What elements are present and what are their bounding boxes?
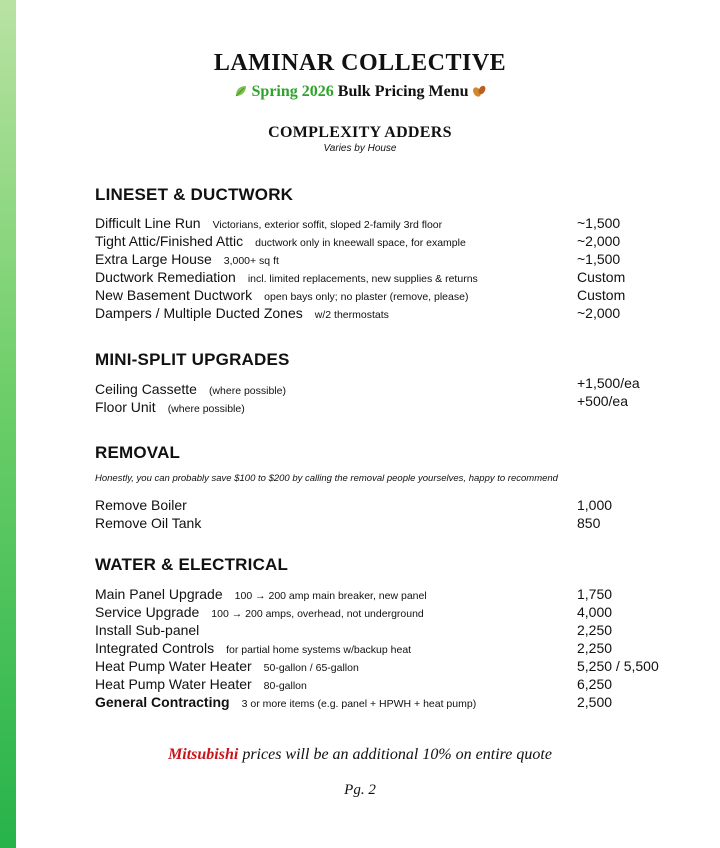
item-price: +1,500/ea xyxy=(577,375,640,391)
price-row xyxy=(95,639,685,657)
section-heading: REMOVAL xyxy=(95,443,181,462)
water-electrical-section xyxy=(95,555,685,711)
item-label: Tight Attic/Finished Attic xyxy=(95,233,244,249)
item-price: Custom xyxy=(577,287,626,303)
page-header xyxy=(0,50,720,101)
price-row xyxy=(95,496,685,514)
item-price: 4,000 xyxy=(577,604,613,620)
item-note: for partial home systems w/backup heat xyxy=(226,644,412,656)
item-price: ~2,000 xyxy=(577,233,621,249)
section-heading: LINESET & DUCTWORK xyxy=(95,185,294,204)
price-row xyxy=(95,585,685,603)
item-label: General Contracting xyxy=(95,694,230,710)
item-price: ~1,500 xyxy=(577,251,621,267)
footer-note xyxy=(0,746,720,764)
price-row xyxy=(95,393,685,416)
complexity-subtitle: Varies by House xyxy=(323,143,397,154)
price-row xyxy=(95,232,685,250)
item-price: ~1,500 xyxy=(577,215,621,231)
item-label: Heat Pump Water Heater xyxy=(95,676,252,692)
item-label: Heat Pump Water Heater xyxy=(95,658,252,674)
price-row xyxy=(95,214,685,232)
removal-note: Honestly, you can probably save $100 to $200 by calling the removal people yourselves, happy to recommend xyxy=(95,473,558,484)
price-row xyxy=(95,514,685,532)
autumn-leaf-icon xyxy=(472,84,486,98)
item-note: 3,000+ sq ft xyxy=(223,255,279,267)
item-price: Custom xyxy=(577,269,626,285)
item-label: Ceiling Cassette xyxy=(95,381,197,397)
item-label: Dampers / Multiple Ducted Zones xyxy=(95,305,303,321)
item-label: Ductwork Remediation xyxy=(95,269,236,285)
price-row xyxy=(95,675,685,693)
price-row xyxy=(95,603,685,621)
minisplit-section xyxy=(95,350,685,416)
item-label: Integrated Controls xyxy=(95,640,215,656)
item-price: 2,500 xyxy=(577,694,613,710)
item-note: 100 → 200 amp main breaker, new panel xyxy=(234,590,427,602)
item-price: 5,250 / 5,500 xyxy=(577,658,659,674)
price-row xyxy=(95,657,685,675)
section-heading: MINI-SPLIT UPGRADES xyxy=(95,350,290,369)
item-price: +500/ea xyxy=(577,393,628,409)
item-note: Victorians, exterior soffit, sloped 2-family 3rd floor xyxy=(212,219,443,231)
complexity-adders-heading xyxy=(0,124,720,154)
item-note: (where possible) xyxy=(167,403,245,415)
item-note: 3 or more items (e.g. panel + HPWH + heat pump) xyxy=(241,698,477,710)
item-price: 1,750 xyxy=(577,586,613,602)
removal-section xyxy=(95,443,685,532)
menu-subtitle xyxy=(0,83,720,101)
item-price: 2,250 xyxy=(577,640,613,656)
item-note: 80-gallon xyxy=(263,680,307,692)
price-row xyxy=(95,286,685,304)
brand-mitsubishi: Mitsubishi xyxy=(168,746,239,763)
item-label: Floor Unit xyxy=(95,399,156,415)
item-price: ~2,000 xyxy=(577,305,621,321)
menu-label: Bulk Pricing Menu xyxy=(337,83,469,100)
lineset-section xyxy=(95,185,685,322)
page-number: Pg. 2 xyxy=(344,782,376,798)
item-label: Extra Large House xyxy=(95,251,212,267)
item-label: Service Upgrade xyxy=(95,604,200,620)
price-row xyxy=(95,693,685,711)
item-price: 850 xyxy=(577,515,601,531)
item-price: 2,250 xyxy=(577,622,613,638)
item-price: 6,250 xyxy=(577,676,613,692)
footer-text: prices will be an additional 10% on entire quote xyxy=(242,746,552,763)
section-heading: WATER & ELECTRICAL xyxy=(95,555,289,574)
complexity-title: COMPLEXITY ADDERS xyxy=(268,124,452,141)
price-row xyxy=(95,268,685,286)
item-note: ductwork only in kneewall space, for example xyxy=(255,237,466,249)
price-row xyxy=(95,250,685,268)
item-note: w/2 thermostats xyxy=(314,309,389,321)
season-label: Spring 2026 xyxy=(251,83,334,100)
company-title: LAMINAR COLLECTIVE xyxy=(213,50,507,76)
item-note: (where possible) xyxy=(208,385,286,397)
item-price: 1,000 xyxy=(577,497,613,513)
item-label: Remove Boiler xyxy=(95,497,187,513)
item-note: incl. limited replacements, new supplies & returns xyxy=(247,273,478,285)
item-label: New Basement Ductwork xyxy=(95,287,253,303)
price-row xyxy=(95,304,685,322)
item-note: open bays only; no plaster (remove, please) xyxy=(264,291,469,303)
item-label: Main Panel Upgrade xyxy=(95,586,223,602)
item-label: Remove Oil Tank xyxy=(95,515,202,531)
item-label: Install Sub-panel xyxy=(95,622,200,638)
price-row xyxy=(95,621,685,639)
item-label: Difficult Line Run xyxy=(95,215,201,231)
item-note: 100 → 200 amps, overhead, not underground xyxy=(211,608,424,620)
item-note: 50-gallon / 65-gallon xyxy=(263,662,359,674)
green-leaf-icon xyxy=(234,84,248,98)
